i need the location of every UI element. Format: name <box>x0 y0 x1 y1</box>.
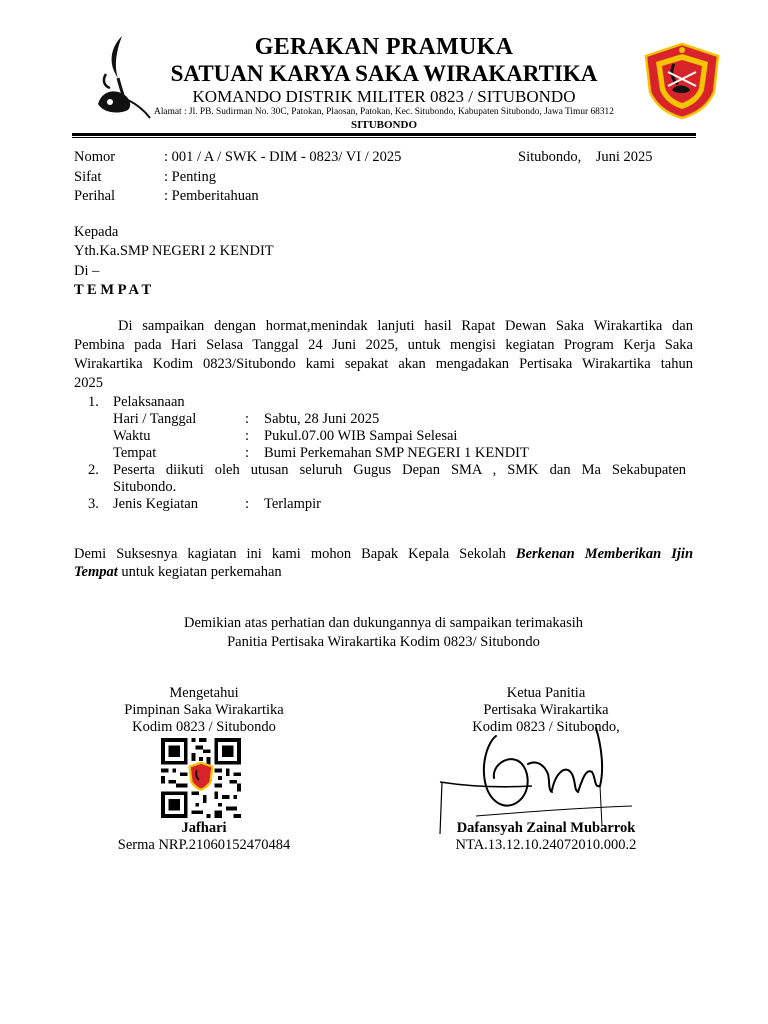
list-item-num: 2. <box>88 462 99 478</box>
detail-value: Pukul.07.00 WIB Sampai Selesai <box>264 428 458 444</box>
body-line-2: Pembina pada Hari Selasa Tanggal 24 Juni 2025, untuk mengisi kegiatan Program Kerja Saka <box>74 337 693 353</box>
body-line-3: Wirakartika Kodim 0823/Situbondo kami sepakat akan mengadakan Pertisaka Wirakartika tahun <box>74 356 693 372</box>
recipient-name: Yth.Ka.SMP NEGERI 2 KENDIT <box>74 243 274 259</box>
sig-left-name: Jafhari <box>181 820 227 836</box>
detail-label: Waktu <box>113 428 151 444</box>
command-title: KOMANDO DISTRIK MILITER 0823 / SITUBONDO <box>192 87 576 106</box>
handwritten-signature-icon <box>436 716 636 836</box>
place-date: Situbondo, Juni 2025 <box>518 149 653 165</box>
recipient-di: Di – <box>74 263 100 279</box>
perihal-label: Perihal <box>74 188 116 204</box>
list-item-num: 1. <box>88 394 99 410</box>
detail-value: Bumi Perkemahan SMP NEGERI 1 KENDIT <box>264 445 529 461</box>
thanks-line: Demikian atas perhatian dan dukungannya di sampaikan terimakasih <box>183 615 584 631</box>
detail-label: Tempat <box>113 445 157 461</box>
sig-right-name: Dafansyah Zainal Mubarrok <box>456 820 636 836</box>
header-rule-thick <box>72 133 696 136</box>
unit-title: SATUAN KARYA SAKA WIRAKARTIKA <box>170 61 598 86</box>
city-line: SITUBONDO <box>350 119 418 131</box>
detail-colon: : <box>245 496 250 512</box>
sifat-label: Sifat <box>74 169 102 185</box>
list-item-text: Pelaksanaan <box>113 394 185 410</box>
perihal-value: : Pemberitahuan <box>164 188 259 204</box>
recipient-tempat: T E M P A T <box>74 282 152 298</box>
list-item-text: Jenis Kegiatan <box>113 496 198 512</box>
detail-value: Sabtu, 28 Juni 2025 <box>264 411 380 427</box>
closing-emphasis-a: Berkenan Memberikan Ijin <box>515 546 694 562</box>
detail-colon: : <box>245 428 250 444</box>
address-line: Alamat : Jl. PB. Sudirman No. 30C, Patokan, Plaosan, Patokan, Kec. Situbondo, Kabupaten Situbondo, Jawa Timur 68312 <box>154 107 614 117</box>
detail-value: Terlampir <box>264 496 321 512</box>
org-title: GERAKAN PRAMUKA <box>254 34 514 60</box>
sig-left-id: Serma NRP.21060152470484 <box>117 837 291 853</box>
sig-right-line3: Kodim 0823 / Situbondo, <box>472 719 620 735</box>
sifat-value: : Penting <box>164 169 216 185</box>
detail-colon: : <box>245 411 250 427</box>
sig-left-line1: Mengetahui <box>169 685 239 701</box>
detail-label: Hari / Tanggal <box>113 411 197 427</box>
closing-text-a: Demi Suksesnya kagiatan ini kami mohon Bapak Kepala Sekolah <box>74 546 506 562</box>
kepada: Kepada <box>74 224 119 240</box>
sig-left-line2: Pimpinan Saka Wirakartika <box>124 702 284 718</box>
closing-text-b: untuk kegiatan perkemahan <box>121 564 282 580</box>
detail-colon: : <box>245 445 250 461</box>
closing-line-1 <box>74 545 693 563</box>
list-item-text-cont: Situbondo. <box>113 479 177 495</box>
nomor-label: Nomor <box>74 149 116 165</box>
closing-line-2 <box>74 563 282 581</box>
list-item-num: 3. <box>88 496 99 512</box>
committee-line: Panitia Pertisaka Wirakartika Kodim 0823/ Situbondo <box>227 634 540 650</box>
sig-right-id: NTA.13.12.10.24072010.000.2 <box>455 837 637 853</box>
qr-code-icon <box>160 738 242 818</box>
sig-right-line1: Ketua Panitia <box>506 685 586 701</box>
header-rule-thin <box>72 137 696 138</box>
closing-emphasis-b: Tempat <box>74 564 118 580</box>
list-item-text: Peserta diikuti oleh utusan seluruh Gugus Depan SMA , SMK dan Ma Sekabupaten <box>113 462 686 478</box>
body-line-4: 2025 <box>74 375 103 391</box>
sig-left-line3: Kodim 0823 / Situbondo <box>132 719 276 735</box>
nomor-value: : 001 / A / SWK - DIM - 0823/ VI / 2025 <box>164 149 402 165</box>
body-line-1: Di sampaikan dengan hormat,menindak lanjuti hasil Rapat Dewan Saka Wirakartika dan <box>118 318 693 334</box>
sig-right-line2: Pertisaka Wirakartika <box>483 702 609 718</box>
